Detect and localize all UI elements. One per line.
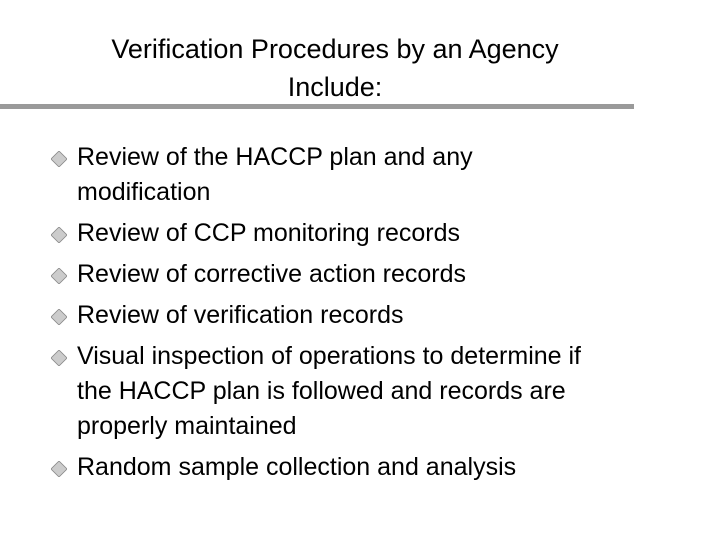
title-underline-rule bbox=[0, 104, 634, 109]
diamond-bullet-icon bbox=[51, 151, 67, 167]
bullet-item bbox=[49, 450, 689, 485]
bullet-text-line: Review of the HACCP plan and any bbox=[77, 143, 473, 171]
bullet-text-line: Review of corrective action records bbox=[77, 260, 467, 288]
bullet-list bbox=[49, 140, 689, 491]
diamond-bullet-icon bbox=[51, 309, 67, 325]
bullet-item bbox=[49, 216, 689, 251]
bullet-item bbox=[49, 339, 689, 444]
slide-title-line-1: Verification Procedures by an Agency bbox=[111, 34, 559, 64]
diamond-bullet-icon bbox=[51, 227, 67, 243]
bullet-text-line: the HACCP plan is followed and records are bbox=[77, 377, 566, 405]
bullet-text-line: Random sample collection and analysis bbox=[77, 453, 517, 481]
bullet-text-line: Visual inspection of operations to determine if bbox=[77, 342, 582, 370]
bullet-text-line: Review of CCP monitoring records bbox=[77, 219, 461, 247]
bullet-item bbox=[49, 298, 689, 333]
slide-title-line-2: Include: bbox=[287, 72, 383, 102]
bullet-item bbox=[49, 140, 689, 210]
diamond-bullet-icon bbox=[51, 268, 67, 284]
slide-title bbox=[0, 30, 670, 106]
bullet-text-line: modification bbox=[77, 178, 211, 206]
diamond-bullet-icon bbox=[51, 461, 67, 477]
bullet-text-line: properly maintained bbox=[77, 412, 297, 440]
bullet-text-line: Review of verification records bbox=[77, 301, 404, 329]
diamond-bullet-icon bbox=[51, 350, 67, 366]
bullet-item bbox=[49, 257, 689, 292]
